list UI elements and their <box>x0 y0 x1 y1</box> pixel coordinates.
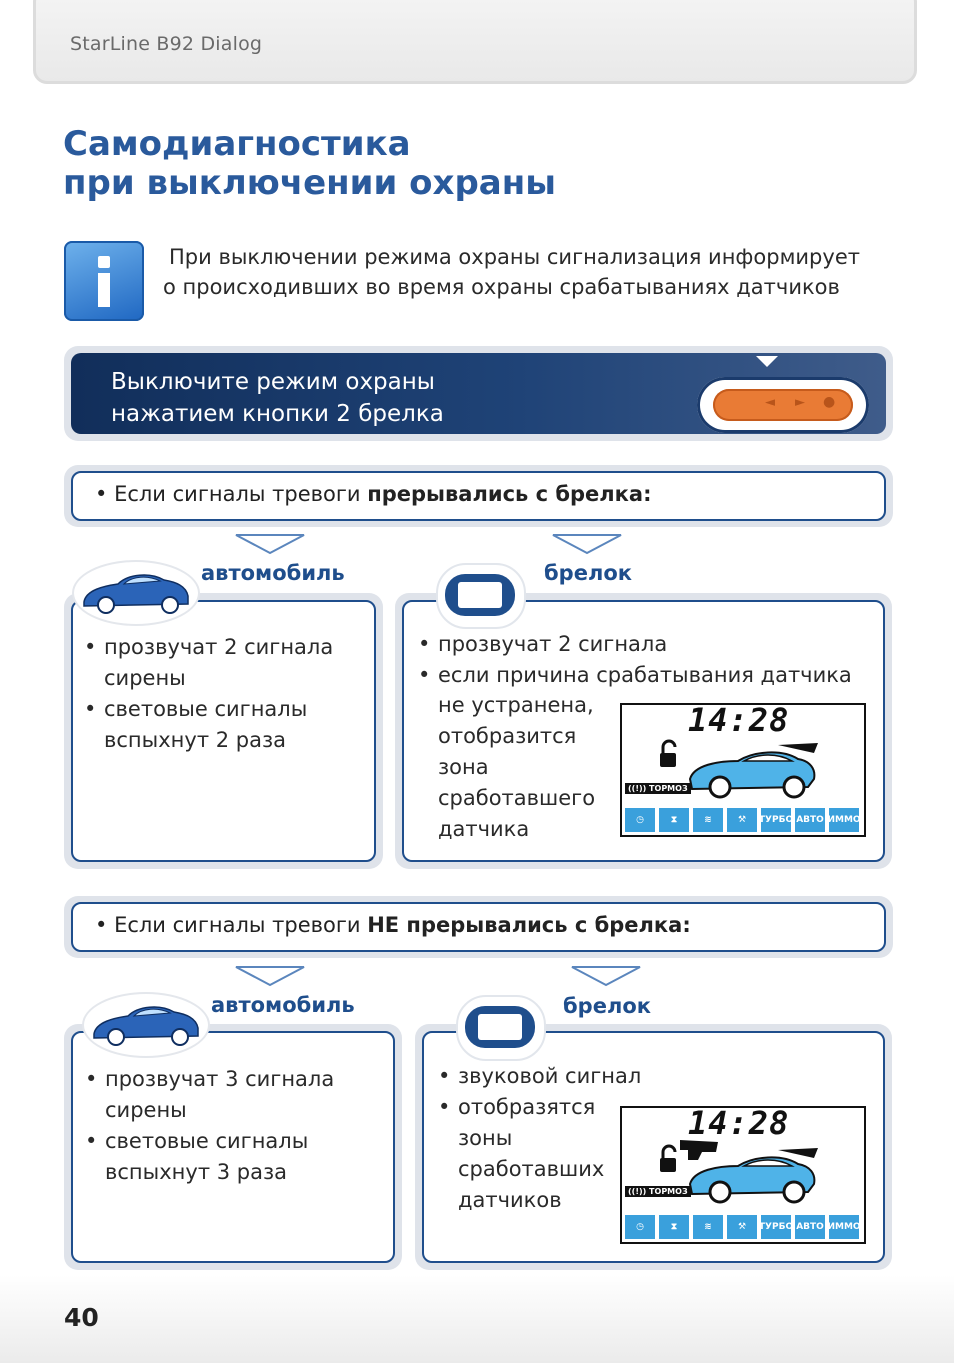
keyfob-button-strip <box>713 389 853 421</box>
fob-label-2: брелок <box>563 994 651 1018</box>
list-item: • прозвучат 2 сигнала сирены <box>84 632 364 694</box>
keyfob-pointer-icon <box>756 356 778 367</box>
fob-list-1 <box>418 629 868 691</box>
car-icon <box>84 994 208 1056</box>
keyfob-body <box>445 574 515 616</box>
continuation-line: отобразится <box>438 724 577 748</box>
car-icon-bubble <box>82 992 210 1058</box>
fob-label-1: брелок <box>544 561 632 585</box>
list-item: • световые сигналы вспыхнут 3 раза <box>85 1126 385 1188</box>
intro-text <box>163 242 860 302</box>
keyfob-dot-icon: ● <box>823 394 836 410</box>
fob-continuation-2 <box>458 1123 604 1216</box>
continuation-line: сработавших <box>458 1157 605 1181</box>
keyfob-right-icon: ► <box>795 395 805 410</box>
page-title <box>63 125 556 203</box>
condition-1-prefix: Если сигналы тревоги <box>114 482 368 506</box>
page-number: 40 <box>64 1303 99 1332</box>
wrench-icon: ⚒ <box>727 1215 757 1239</box>
arrow-down-icon <box>234 533 306 555</box>
engine-temp-icon: ≋ <box>693 808 723 832</box>
list-item: • звуковой сигнал <box>438 1061 868 1092</box>
lcd-display-1 <box>620 703 866 837</box>
intro-line2: о происходивших во время охраны срабатываниях датчиков <box>163 275 840 299</box>
hourglass-icon: ⧗ <box>659 808 689 832</box>
engine-temp-icon: ≋ <box>693 1215 723 1239</box>
intro-line1: При выключении режима охраны сигнализация информирует <box>169 245 860 269</box>
page-title-line2: при выключении охраны <box>63 163 556 203</box>
continuation-line: датчика <box>438 817 530 841</box>
condition-2-bold: НЕ прерывались с брелка: <box>367 913 691 937</box>
list-item: • прозвучат 3 сигнала сирены <box>85 1064 385 1126</box>
continuation-line: датчиков <box>458 1188 562 1212</box>
continuation-line: сработавшего <box>438 786 596 810</box>
info-bar <box>98 273 110 307</box>
condition-text-2: • Если сигналы тревоги НЕ прерывались с брелка: <box>95 913 691 937</box>
lcd-brake-indicator: ((!)) ТОРМОЗ <box>625 783 691 794</box>
keyfob-left-icon: ◄ <box>765 395 775 410</box>
list-item: • если причина срабатывания датчика <box>418 660 868 691</box>
lcd-icon-row <box>625 1215 859 1239</box>
keyfob-screen <box>478 1014 522 1040</box>
lcd-display-2 <box>620 1106 866 1244</box>
condition-box-1 <box>64 465 893 527</box>
keyfob-illustration <box>697 377 869 433</box>
car-icon <box>74 562 198 624</box>
lcd-car-icon <box>658 739 822 805</box>
page-title-line1: Самодиагностика <box>63 124 411 164</box>
lcd-car-icon <box>658 1138 822 1210</box>
turbo-icon: ТУРБО <box>761 808 791 832</box>
clock-icon: ◷ <box>625 808 655 832</box>
turbo-icon: ТУРБО <box>761 1215 791 1239</box>
lcd-brake-indicator: ((!)) ТОРМОЗ <box>625 1186 691 1197</box>
arrow-down-icon <box>551 533 623 555</box>
immo-icon: ИММО <box>829 1215 859 1239</box>
keyfob-icon <box>436 563 526 629</box>
condition-2-prefix: Если сигналы тревоги <box>114 913 368 937</box>
auto-icon: АВТО <box>795 808 825 832</box>
step-line1: Выключите режим охраны <box>111 369 435 395</box>
car-list-1 <box>84 632 364 756</box>
car-icon-bubble <box>72 560 200 626</box>
arrow-down-icon <box>234 965 306 987</box>
immo-icon: ИММО <box>829 808 859 832</box>
auto-icon: АВТО <box>795 1215 825 1239</box>
continuation-line: зоны <box>458 1126 513 1150</box>
car-label-2: автомобиль <box>211 993 355 1017</box>
continuation-line: не устранена, <box>438 693 594 717</box>
condition-text-1: • Если сигналы тревоги прерывались с брелка: <box>95 482 652 506</box>
footer-shade <box>0 1275 954 1363</box>
clock-icon: ◷ <box>625 1215 655 1239</box>
header-title: StarLine B92 Dialog <box>70 33 263 55</box>
condition-box-2 <box>64 896 893 958</box>
condition-box-1-inner <box>71 471 886 521</box>
car-list-2 <box>85 1064 385 1188</box>
fob-continuation-1 <box>438 690 595 845</box>
keyfob-body <box>465 1006 535 1048</box>
list-item: • световые сигналы вспыхнут 2 раза <box>84 694 364 756</box>
keyfob-icon <box>456 995 546 1061</box>
list-item: • отобразятся <box>438 1092 868 1123</box>
condition-box-2-inner <box>71 902 886 952</box>
condition-1-bold: прерывались с брелка: <box>367 482 652 506</box>
car-label-1: автомобиль <box>201 561 345 585</box>
info-dot <box>98 256 110 268</box>
lcd-time: 14:28 <box>688 1104 790 1142</box>
lcd-icon-row <box>625 808 859 832</box>
step-line2: нажатием кнопки 2 брелка <box>111 401 444 427</box>
hourglass-icon: ⧗ <box>659 1215 689 1239</box>
lcd-time: 14:28 <box>688 701 790 739</box>
arrow-down-icon <box>570 965 642 987</box>
wrench-icon: ⚒ <box>727 808 757 832</box>
list-item: • прозвучат 2 сигнала <box>418 629 868 660</box>
info-icon <box>64 241 144 321</box>
keyfob-screen <box>458 582 502 608</box>
step-text <box>111 366 444 430</box>
continuation-line: зона <box>438 755 489 779</box>
